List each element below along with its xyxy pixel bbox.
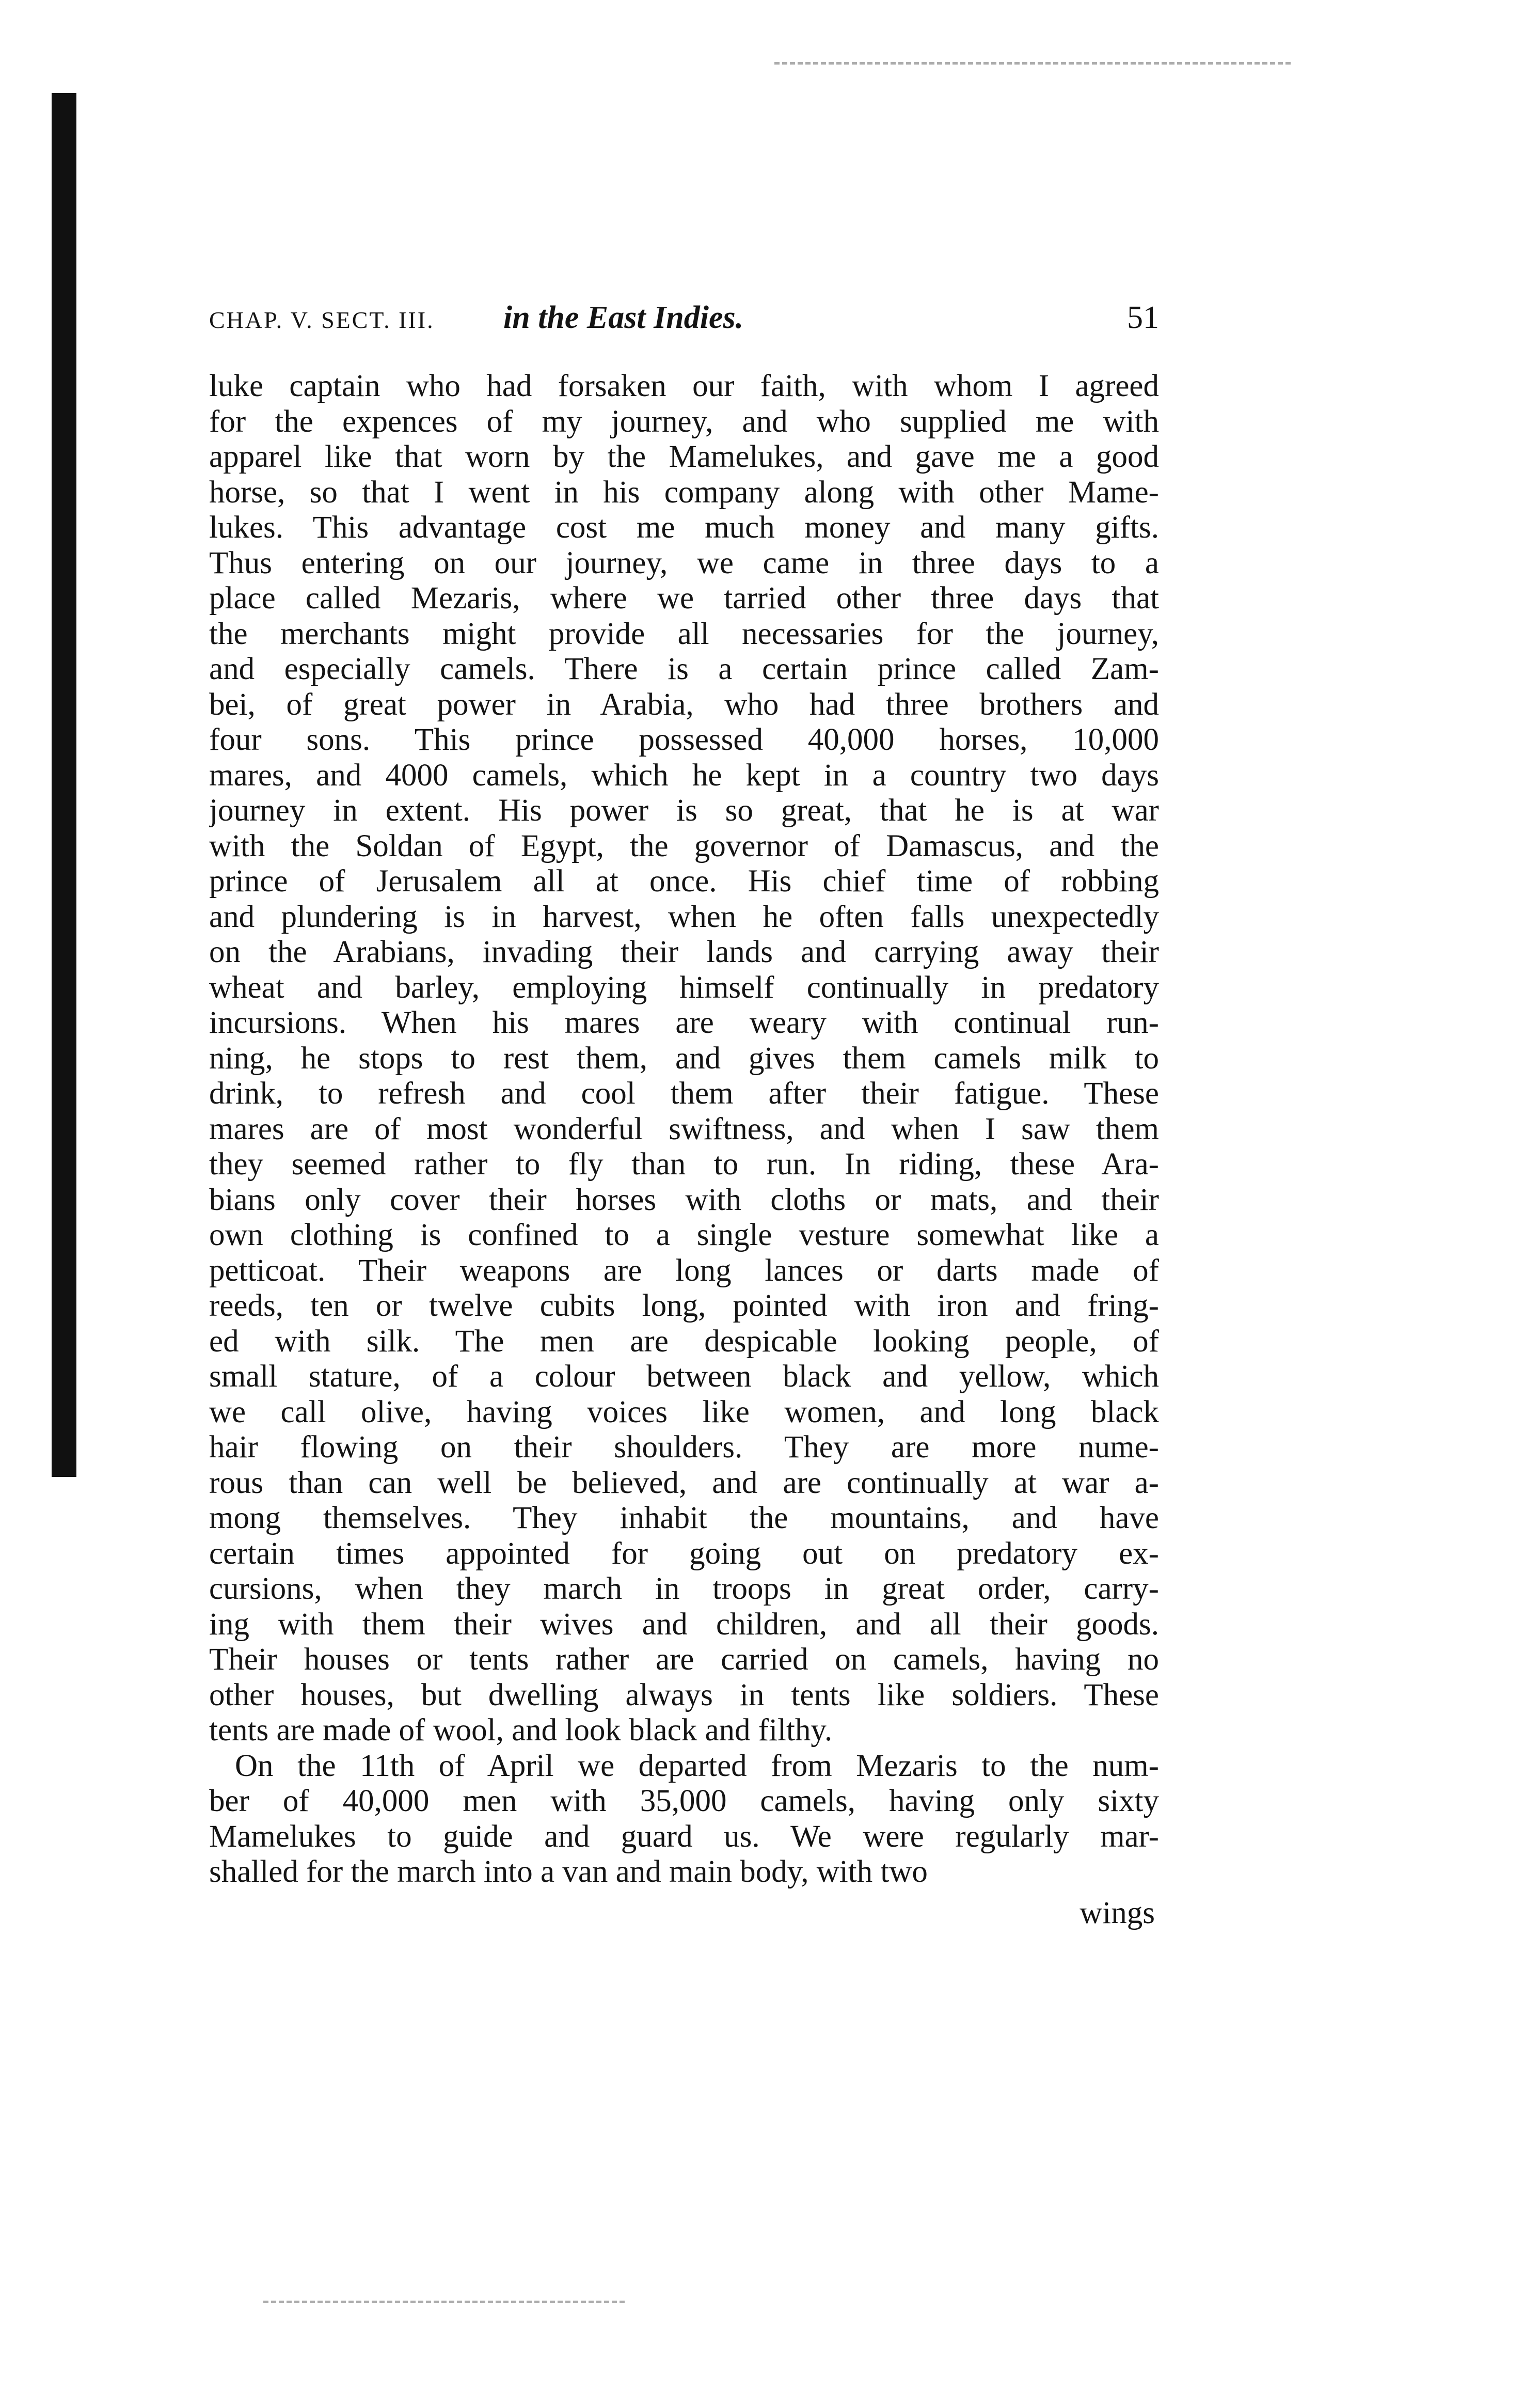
text-line: wheat and barley, employing himself continually in predatory	[209, 970, 1159, 1005]
text-line: on the Arabians, invading their lands and carrying away their	[209, 935, 1159, 969]
text-line: prince of Jerusalem all at once. His chief time of robbing	[209, 864, 1159, 899]
text-line: drink, to refresh and cool them after their fatigue. These	[209, 1076, 1159, 1111]
paragraph	[209, 1749, 1159, 1890]
text-line: Their houses or tents rather are carried on camels, having no	[209, 1642, 1159, 1677]
text-line: and plundering is in harvest, when he often falls unexpectedly	[209, 899, 1159, 934]
text-line: small stature, of a colour between black and yellow, which	[209, 1359, 1159, 1394]
text-line: ning, he stops to rest them, and gives them camels milk to	[209, 1041, 1159, 1076]
text-line: cursions, when they march in troops in great order, carry-	[209, 1571, 1159, 1606]
text-line: own clothing is confined to a single vesture somewhat like a	[209, 1218, 1159, 1252]
text-line: Thus entering on our journey, we came in three days to a	[209, 545, 1159, 580]
text-line: other houses, but dwelling always in tents like soldiers. These	[209, 1677, 1159, 1712]
text-line: Mamelukes to guide and guard us. We were regularly mar-	[209, 1819, 1159, 1854]
text-line: rous than can well be believed, and are continually at war a-	[209, 1465, 1159, 1500]
running-title: in the East Indies.	[503, 300, 744, 335]
text-line: lukes. This advantage cost me much money and many gifts.	[209, 510, 1159, 545]
text-line: hair flowing on their shoulders. They are more nume-	[209, 1430, 1159, 1465]
text-line: the merchants might provide all necessaries for the journey,	[209, 616, 1159, 651]
text-line: ed with silk. The men are despicable looking people, of	[209, 1324, 1159, 1359]
text-line: place called Mezaris, where we tarried other three days that	[209, 581, 1159, 616]
text-line: shalled for the march into a van and main body, with two	[209, 1854, 928, 1889]
text-line: tents are made of wool, and look black and filthy.	[209, 1713, 833, 1748]
text-line: mares are of most wonderful swiftness, and when I saw them	[209, 1111, 1159, 1146]
book-page	[209, 300, 1159, 1931]
catchword: wings	[1079, 1895, 1155, 1930]
text-line: journey in extent. His power is so great, that he is at war	[209, 793, 1159, 828]
text-line: apparel like that worn by the Mamelukes, and gave me a good	[209, 439, 1159, 474]
text-line: incursions. When his mares are weary with continual run-	[209, 1005, 1159, 1040]
text-line: they seemed rather to fly than to run. In riding, these Ara-	[209, 1147, 1159, 1182]
scan-artifact-bottom	[263, 2301, 625, 2308]
text-line: four sons. This prince possessed 40,000 horses, 10,000	[209, 722, 1159, 757]
body-text	[209, 369, 1159, 1890]
text-line: we call olive, having voices like women, and long black	[209, 1394, 1159, 1429]
text-line: ber of 40,000 men with 35,000 camels, having only sixty	[209, 1784, 1159, 1818]
text-line: petticoat. Their weapons are long lances or darts made of	[209, 1253, 1159, 1288]
text-line: luke captain who had forsaken our faith, with whom I agreed	[209, 369, 1159, 403]
paragraph	[209, 369, 1159, 1749]
text-line: bians only cover their horses with cloths or mats, and their	[209, 1182, 1159, 1217]
text-line: and especially camels. There is a certain prince called Zam-	[209, 652, 1159, 686]
text-line: certain times appointed for going out on predatory ex-	[209, 1536, 1159, 1571]
text-line: mong themselves. They inhabit the mountains, and have	[209, 1501, 1159, 1535]
text-line: bei, of great power in Arabia, who had three brothers and	[209, 687, 1159, 722]
running-header	[209, 300, 1159, 361]
text-line: for the expences of my journey, and who supplied me with	[209, 404, 1159, 439]
text-line: horse, so that I went in his company along with other Mame-	[209, 475, 1159, 510]
text-line: reeds, ten or twelve cubits long, pointed with iron and fring-	[209, 1288, 1159, 1323]
text-line: ing with them their wives and children, and all their goods.	[209, 1607, 1159, 1642]
text-line: On the 11th of April we departed from Mezaris to the num-	[235, 1748, 1159, 1783]
text-line: mares, and 4000 camels, which he kept in a country two days	[209, 758, 1159, 793]
scan-artifact-top	[774, 62, 1291, 72]
text-line: with the Soldan of Egypt, the governor of Damascus, and the	[209, 828, 1159, 863]
binding-gutter-shadow	[52, 93, 76, 1477]
page-number: 51	[1127, 300, 1159, 335]
chapter-section-label: CHAP. V. SECT. III.	[209, 307, 435, 333]
